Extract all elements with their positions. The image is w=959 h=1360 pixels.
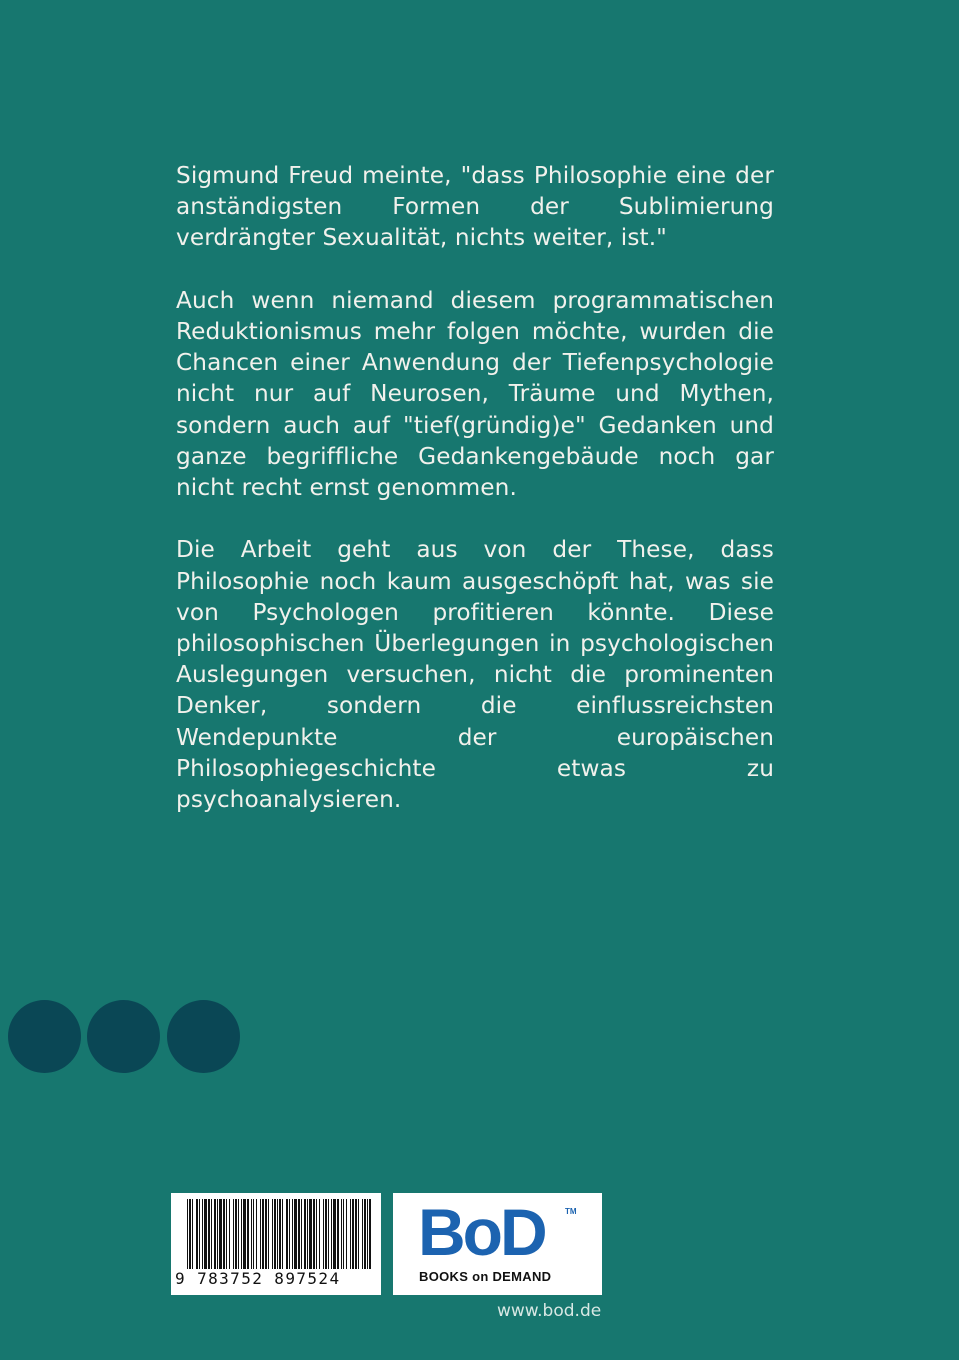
- barcode-bar: [192, 1199, 193, 1269]
- barcode-bar: [309, 1199, 312, 1269]
- barcode-bar: [251, 1199, 252, 1269]
- barcode-bar: [355, 1199, 357, 1269]
- barcode-bar: [187, 1199, 188, 1269]
- barcode-bar: [211, 1199, 212, 1269]
- barcode-bar: [243, 1199, 246, 1269]
- barcode-bar: [319, 1199, 320, 1269]
- barcode-bar: [367, 1199, 368, 1269]
- barcode-bar: [316, 1199, 317, 1269]
- barcode-bar: [323, 1199, 324, 1269]
- barcode-bar: [256, 1199, 257, 1269]
- barcode-bar: [272, 1199, 273, 1269]
- barcode-bar: [350, 1199, 351, 1269]
- barcode-bar: [298, 1199, 300, 1269]
- barcode-bar: [226, 1199, 227, 1269]
- blurb-text: [176, 160, 774, 846]
- barcode-bar: [286, 1199, 288, 1269]
- barcode-bar: [219, 1199, 222, 1269]
- barcode-bar: [282, 1199, 283, 1269]
- barcode-bar: [364, 1199, 366, 1269]
- barcode-bar: [199, 1199, 200, 1269]
- barcode-bars: [171, 1193, 381, 1273]
- barcode-bar: [289, 1199, 290, 1269]
- barcode-bar: [358, 1199, 359, 1269]
- barcode-bar: [325, 1199, 327, 1269]
- barcode-bar: [214, 1199, 216, 1269]
- isbn-barcode: [171, 1193, 381, 1295]
- barcode-bar: [346, 1199, 347, 1269]
- barcode-bar: [238, 1199, 239, 1269]
- barcode-bar: [328, 1199, 329, 1269]
- barcode-bar: [229, 1199, 230, 1269]
- barcode-bar: [274, 1199, 276, 1269]
- barcode-bar: [343, 1199, 344, 1269]
- barcode-bar: [223, 1199, 225, 1269]
- barcode-bar: [235, 1199, 237, 1269]
- barcode-bar: [292, 1199, 293, 1269]
- barcode-bar: [294, 1199, 297, 1269]
- publisher-url: www.bod.de: [497, 1301, 602, 1321]
- barcode-bar: [247, 1199, 249, 1269]
- barcode-bar: [277, 1199, 278, 1269]
- barcode-bar: [208, 1199, 210, 1269]
- blurb-paragraph-1: Sigmund Freud meinte, "dass Philosophie eine der anständigsten Formen der Sublimierung verdrängter Sexualität, nichts weiter, ist.": [176, 162, 774, 252]
- barcode-bar: [307, 1199, 308, 1269]
- barcode-bar: [196, 1199, 198, 1269]
- barcode-bar: [265, 1199, 267, 1269]
- publisher-tagline: BOOKS on DEMAND: [419, 1269, 552, 1284]
- barcode-bar: [202, 1199, 203, 1269]
- blurb-paragraph-3: Die Arbeit geht aus von der These, dass Philosophie noch kaum ausgeschöpft hat, was sie von Psychologen profitieren könnte. Diese philosophischen Überlegungen in psychologischen Auslegungen versuchen, nicht die prominenten Denker, sondern die einflussreichsten Wendepunkte der europäischen Philosophiegeschichte etwas zu psychoanalysieren.: [176, 536, 774, 814]
- barcode-bar: [304, 1199, 306, 1269]
- barcode-bar: [260, 1199, 261, 1269]
- barcode-bar: [241, 1199, 242, 1269]
- barcode-bar: [352, 1199, 354, 1269]
- dot-2: [87, 1000, 160, 1073]
- barcode-bar: [268, 1199, 269, 1269]
- barcode-bar: [262, 1199, 264, 1269]
- barcode-digits: 9 783752 897524: [175, 1269, 341, 1288]
- barcode-bar: [337, 1199, 339, 1269]
- barcode-bar: [233, 1199, 234, 1269]
- barcode-bar: [333, 1199, 336, 1269]
- trademark-mark: TM: [565, 1207, 577, 1216]
- barcode-bar: [253, 1199, 254, 1269]
- barcode-bar: [189, 1199, 191, 1269]
- barcode-bar: [204, 1199, 207, 1269]
- barcode-bar: [313, 1199, 315, 1269]
- decorative-dots: [8, 1000, 248, 1074]
- barcode-bar: [362, 1199, 363, 1269]
- dot-3: [167, 1000, 240, 1073]
- barcode-bar: [369, 1199, 371, 1269]
- publisher-logo: [393, 1193, 602, 1295]
- barcode-bar: [331, 1199, 332, 1269]
- barcode-bar: [217, 1199, 218, 1269]
- barcode-bar: [301, 1199, 302, 1269]
- barcode-bar: [279, 1199, 281, 1269]
- dot-1: [8, 1000, 81, 1073]
- bod-logo-text: BoD: [418, 1195, 545, 1269]
- barcode-bar: [341, 1199, 342, 1269]
- blurb-paragraph-2: Auch wenn niemand diesem programmatischen Reduktionismus mehr folgen möchte, wurden die Chancen einer Anwendung der Tiefenpsychologie nicht nur auf Neurosen, Träume und Mythen, sondern auch auf "tief(gründig)e" Gedanken und ganze begriffliche Gedankengebäude noch gar nicht recht ernst genommen.: [176, 286, 774, 502]
